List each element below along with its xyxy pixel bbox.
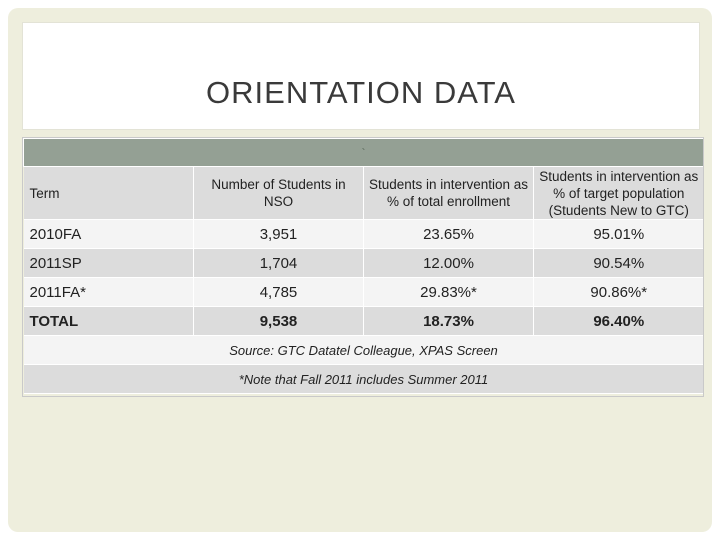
cell-term: TOTAL — [24, 307, 194, 336]
cell-nso: 4,785 — [194, 278, 364, 307]
cell-term: 2010FA — [24, 220, 194, 249]
slide-title: ORIENTATION DATA — [206, 75, 516, 110]
table-row — [24, 249, 704, 278]
cell-pct-total: 12.00% — [364, 249, 534, 278]
orientation-table — [23, 138, 704, 394]
cell-nso: 3,951 — [194, 220, 364, 249]
cell-pct-target: 90.86%* — [534, 278, 704, 307]
source-text: Source: GTC Datatel Colleague, XPAS Screen — [24, 336, 704, 365]
cell-pct-target: 90.54% — [534, 249, 704, 278]
cell-pct-target: 95.01% — [534, 220, 704, 249]
table-row — [24, 220, 704, 249]
table-row — [24, 278, 704, 307]
cell-pct-total: 23.65% — [364, 220, 534, 249]
cell-pct-total: 18.73% — [364, 307, 534, 336]
cell-term: 2011FA* — [24, 278, 194, 307]
banner-mark: ` — [24, 139, 704, 167]
source-row — [24, 336, 704, 365]
header-nso: Number of Students in NSO — [194, 167, 364, 220]
header-pct-target: Students in intervention as % of target population (Students New to GTC) — [534, 167, 704, 220]
header-term: Term — [24, 167, 194, 220]
table-row-total — [24, 307, 704, 336]
table-banner-row — [24, 139, 704, 167]
cell-pct-total: 29.83%* — [364, 278, 534, 307]
cell-nso: 9,538 — [194, 307, 364, 336]
title-box — [22, 22, 700, 130]
note-row — [24, 365, 704, 394]
table-header-row — [24, 167, 704, 220]
note-text: *Note that Fall 2011 includes Summer 2011 — [24, 365, 704, 394]
cell-pct-target: 96.40% — [534, 307, 704, 336]
header-pct-total: Students in intervention as % of total enrollment — [364, 167, 534, 220]
cell-nso: 1,704 — [194, 249, 364, 278]
cell-term: 2011SP — [24, 249, 194, 278]
